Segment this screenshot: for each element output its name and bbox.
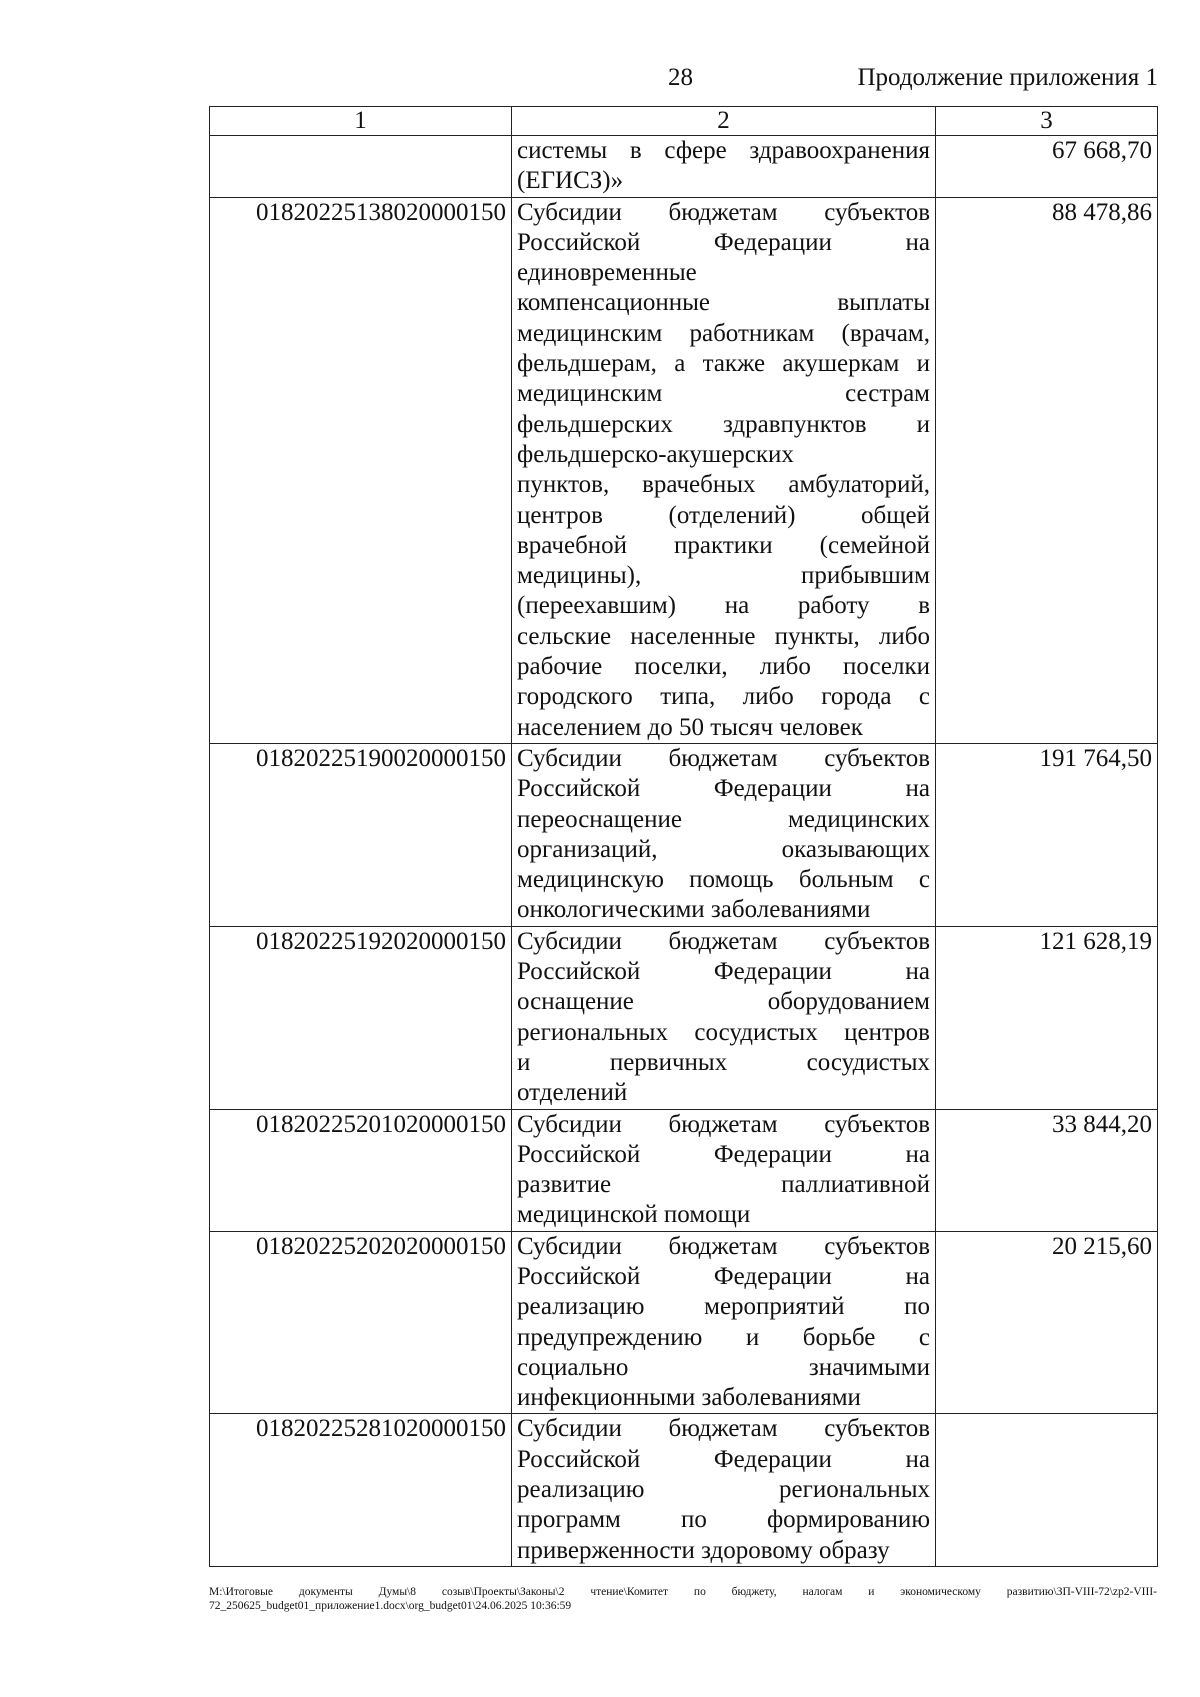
description-line: Субсидии бюджетам субъектов [517, 927, 930, 955]
description-line: фельдшерско-акушерских [517, 440, 794, 468]
budget-code-cell: 01820225190020000150 [210, 743, 512, 926]
description-line: Российской Федерации на [517, 1445, 930, 1473]
description-cell [512, 1109, 936, 1231]
amount-cell: 121 628,19 [936, 926, 1158, 1109]
table-row [210, 136, 1158, 198]
description-line: фельдшерам, а также акушеркам и [517, 350, 930, 378]
file-path-footer: M:\Итоговые документы Думы\8 созыв\Проекты\Законы\2 чтение\Комитет по бюджету, налогам и экономическому развитию\ЗП-VIII-72\zp2-VIII-72_250625_budget01_приложение1.docx\org_budget01\24.06.2025 10:36:59 [209, 1586, 1157, 1612]
column-header: 2 [512, 107, 936, 136]
table-row [210, 926, 1158, 1109]
description-line: медицины), прибывшим [517, 562, 930, 590]
description-line: Субсидии бюджетам субъектов [517, 744, 930, 772]
description-line: городского типа, либо города с [517, 683, 930, 711]
description-line: социально значимыми [517, 1353, 930, 1381]
column-header: 1 [210, 107, 512, 136]
description-line: переоснащение медицинских [517, 805, 930, 833]
description-line: населением до 50 тысяч человек [517, 713, 863, 741]
description-line: компенсационные выплаты [517, 289, 930, 317]
description-line: медицинским сестрам [517, 380, 930, 408]
table-row [210, 743, 1158, 926]
description-line: единовременные [517, 259, 697, 287]
table-header-row [210, 107, 1158, 136]
description-line: фельдшерских здравпунктов и [517, 410, 930, 438]
description-line: Субсидии бюджетам субъектов [517, 198, 930, 226]
description-cell [512, 136, 936, 198]
description-line: рабочие поселки, либо поселки [517, 653, 930, 681]
table-row [210, 1109, 1158, 1231]
table-body [210, 136, 1158, 1567]
budget-code-cell: 01820225138020000150 [210, 197, 512, 743]
budget-code-cell: 01820225201020000150 [210, 1109, 512, 1231]
description-line: организаций, оказывающих [517, 835, 930, 863]
table-row [210, 1414, 1158, 1566]
column-header: 3 [936, 107, 1158, 136]
description-line: Российской Федерации на [517, 1262, 930, 1290]
amount-cell: 191 764,50 [936, 743, 1158, 926]
description-line: и первичных сосудистых [517, 1048, 930, 1076]
description-line: оснащение оборудованием [517, 988, 930, 1016]
description-line: Российской Федерации на [517, 775, 930, 803]
description-line: пунктов, врачебных амбулаторий, [517, 471, 930, 499]
description-line: приверженности здоровому образу [517, 1536, 890, 1564]
table-row [210, 197, 1158, 743]
page-number: 28 [668, 64, 693, 91]
amount-cell [936, 1414, 1158, 1566]
description-line: Субсидии бюджетам субъектов [517, 1232, 930, 1260]
budget-code-cell: 01820225192020000150 [210, 926, 512, 1109]
description-line: Субсидии бюджетам субъектов [517, 1415, 930, 1443]
description-line: медицинским работникам (врачам, [517, 319, 930, 347]
description-line: медицинской помощи [517, 1201, 751, 1229]
description-cell [512, 1231, 936, 1414]
description-line: (переехавшим) на работу в [517, 592, 930, 620]
description-line: онкологическими заболеваниями [517, 896, 871, 924]
description-line: системы в сфере здравоохранения [517, 137, 930, 164]
description-cell [512, 1414, 936, 1566]
budget-code-cell: 01820225281020000150 [210, 1414, 512, 1566]
description-line: Российской Федерации на [517, 228, 930, 256]
description-line: реализацию мероприятий по [517, 1293, 930, 1321]
description-cell [512, 197, 936, 743]
continuation-label: Продолжение приложения 1 [857, 64, 1158, 91]
description-line: инфекционными заболеваниями [517, 1384, 861, 1412]
description-cell [512, 926, 936, 1109]
table-row [210, 1231, 1158, 1414]
description-line: региональных сосудистых центров [517, 1018, 930, 1046]
description-line: центров (отделений) общей [517, 501, 930, 529]
budget-code-cell [210, 136, 512, 198]
description-line: медицинскую помощь больным с [517, 866, 930, 894]
budget-code-cell: 01820225202020000150 [210, 1231, 512, 1414]
description-cell [512, 743, 936, 926]
budget-table [209, 106, 1158, 1567]
amount-cell: 67 668,70 [936, 136, 1158, 198]
description-line: реализацию региональных [517, 1476, 930, 1504]
description-line: (ЕГИСЗ)» [517, 167, 624, 195]
description-line: Субсидии бюджетам субъектов [517, 1110, 930, 1138]
description-line: сельские населенные пункты, либо [517, 622, 930, 650]
description-line: врачебной практики (семейной [517, 531, 930, 559]
description-line: предупреждению и борьбе с [517, 1323, 930, 1351]
amount-cell: 33 844,20 [936, 1109, 1158, 1231]
amount-cell: 88 478,86 [936, 197, 1158, 743]
description-line: Российской Федерации на [517, 958, 930, 986]
description-line: программ по формированию [517, 1506, 930, 1534]
description-line: развитие паллиативной [517, 1171, 930, 1199]
description-line: Российской Федерации на [517, 1140, 930, 1168]
description-line: отделений [517, 1079, 628, 1107]
amount-cell: 20 215,60 [936, 1231, 1158, 1414]
